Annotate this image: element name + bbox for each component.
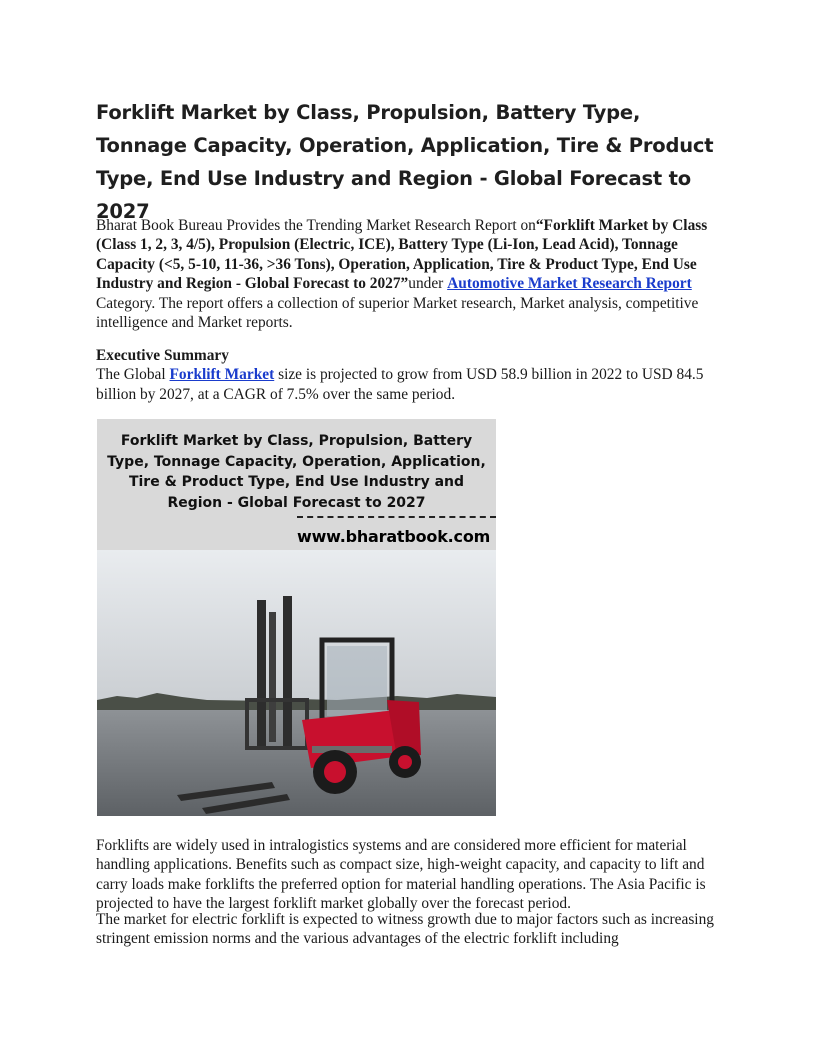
- ground: [97, 710, 496, 816]
- cover-banner: [97, 419, 496, 550]
- body-paragraph-1: Forklifts are widely used in intralogistics systems and are considered more efficient for material handling applications. Benefits such as compact size, high-weight capacity, and capacity to lift and carry loads make forklifts the preferred option for material handling operations. The Asia Pacific is projected to have the largest forklift market globally over the forecast period.: [96, 837, 706, 913]
- forklift-photo: [97, 550, 496, 816]
- cover-website: www.bharatbook.com: [297, 527, 491, 546]
- cover-title: Forklift Market by Class, Propulsion, Battery Type, Tonnage Capacity, Operation, Application, Tire & Product Type, End Use Industry and Region - Global Forecast to 2027: [107, 433, 486, 511]
- intro-report-name: “Forklift Market by Class (Class 1, 2, 3, 4/5), Propulsion (Electric, ICE), Battery Type (Li-Ion, Lead Acid), Tonnage Capacity (<5, 5-10, 11-36, >36 Tons), Operation, Application, Tire & Product Type, End Use Industry and Region - Global Forecast to 2027”: [96, 217, 708, 293]
- forklift-market-link[interactable]: Forklift Market: [169, 366, 275, 384]
- executive-summary-heading: Executive Summary: [96, 347, 229, 364]
- body-paragraph-2: The market for electric forklift is expected to witness growth due to major factors such as increasing stringent emission norms and the various advantages of the electric forklift including: [96, 911, 714, 948]
- intro-tail: Category. The report offers a collection of superior Market research, Market analysis, competitive intelligence and Market reports.: [96, 294, 699, 332]
- summary-pre: The Global: [96, 366, 170, 384]
- sky: [97, 550, 496, 710]
- summary-post: size is projected to grow from USD 58.9 billion in 2022 to USD 84.5 billion by 2027, at a CAGR of 7.5% over the same period.: [96, 366, 704, 403]
- automotive-market-link[interactable]: Automotive Market Research Report: [447, 275, 692, 293]
- report-cover-figure: [97, 419, 496, 816]
- intro-lead: Bharat Book Bureau Provides the Trending Market Research Report on: [96, 217, 536, 234]
- executive-summary: [96, 346, 720, 404]
- intro-under: under: [408, 275, 448, 293]
- report-title: Forklift Market by Class, Propulsion, Battery Type, Tonnage Capacity, Operation, Application, Tire & Product Type, End Use Industry and Region - Global Forecast to 2027: [96, 101, 714, 223]
- intro-paragraph: [96, 216, 720, 332]
- cover-dashed-divider: [297, 516, 496, 518]
